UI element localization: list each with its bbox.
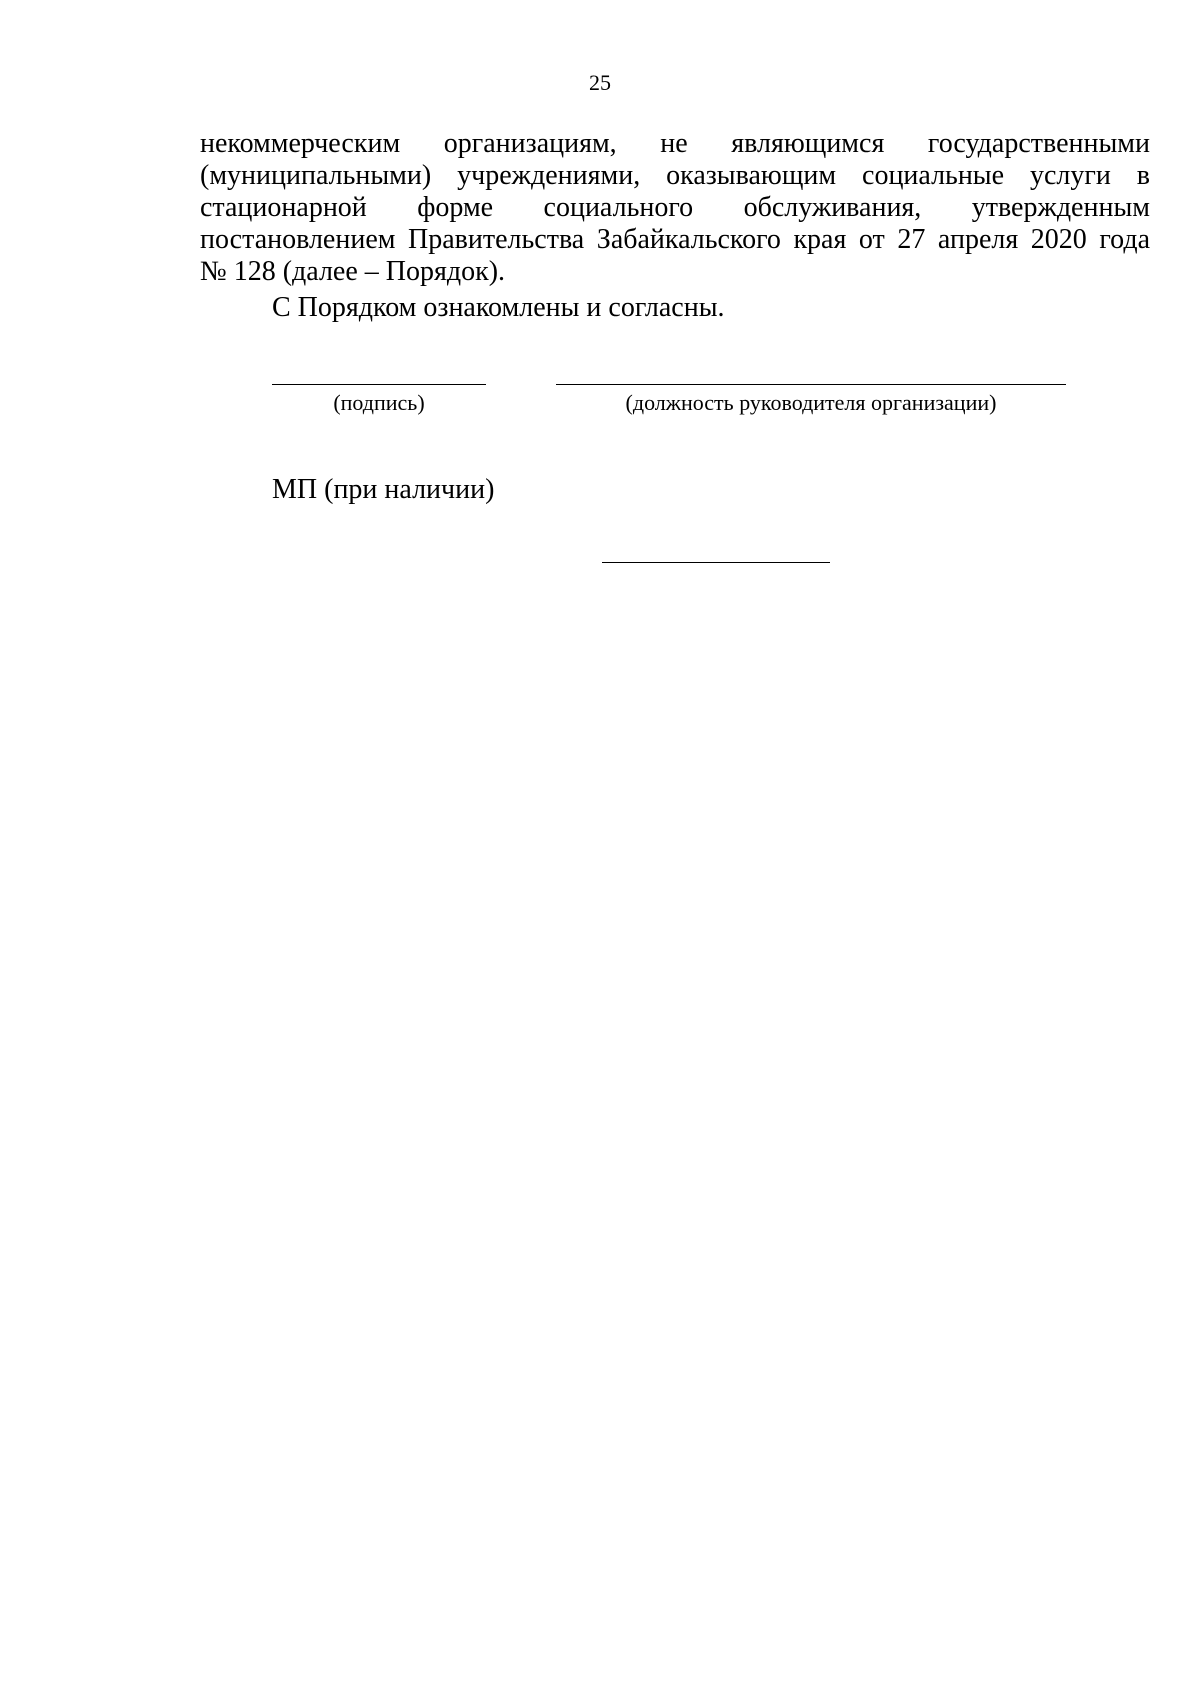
paragraph-text	[200, 128, 1150, 288]
paragraph-line: № 128 (далее – Порядок).	[200, 256, 506, 287]
stamp-placeholder: МП (при наличии)	[272, 474, 495, 505]
paragraph-line: постановлением Правительства Забайкальского края от 27 апреля 2020 года	[200, 224, 1150, 255]
paragraph-line: (муниципальными) учреждениями, оказывающим социальные услуги в	[200, 160, 1150, 191]
signature-line	[272, 384, 486, 385]
signature-caption: (подпись)	[333, 390, 425, 415]
paragraph-line: стационарной форме социального обслуживания, утвержденным	[200, 192, 1150, 223]
position-caption: (должность руководителя организации)	[625, 390, 997, 415]
position-line	[556, 384, 1066, 385]
closing-divider	[602, 562, 830, 563]
paragraph-line: некоммерческим организациям, не являющимся государственными	[200, 128, 1150, 159]
agreement-statement: С Порядком ознакомлены и согласны.	[272, 292, 725, 323]
page-number: 25	[589, 70, 611, 95]
